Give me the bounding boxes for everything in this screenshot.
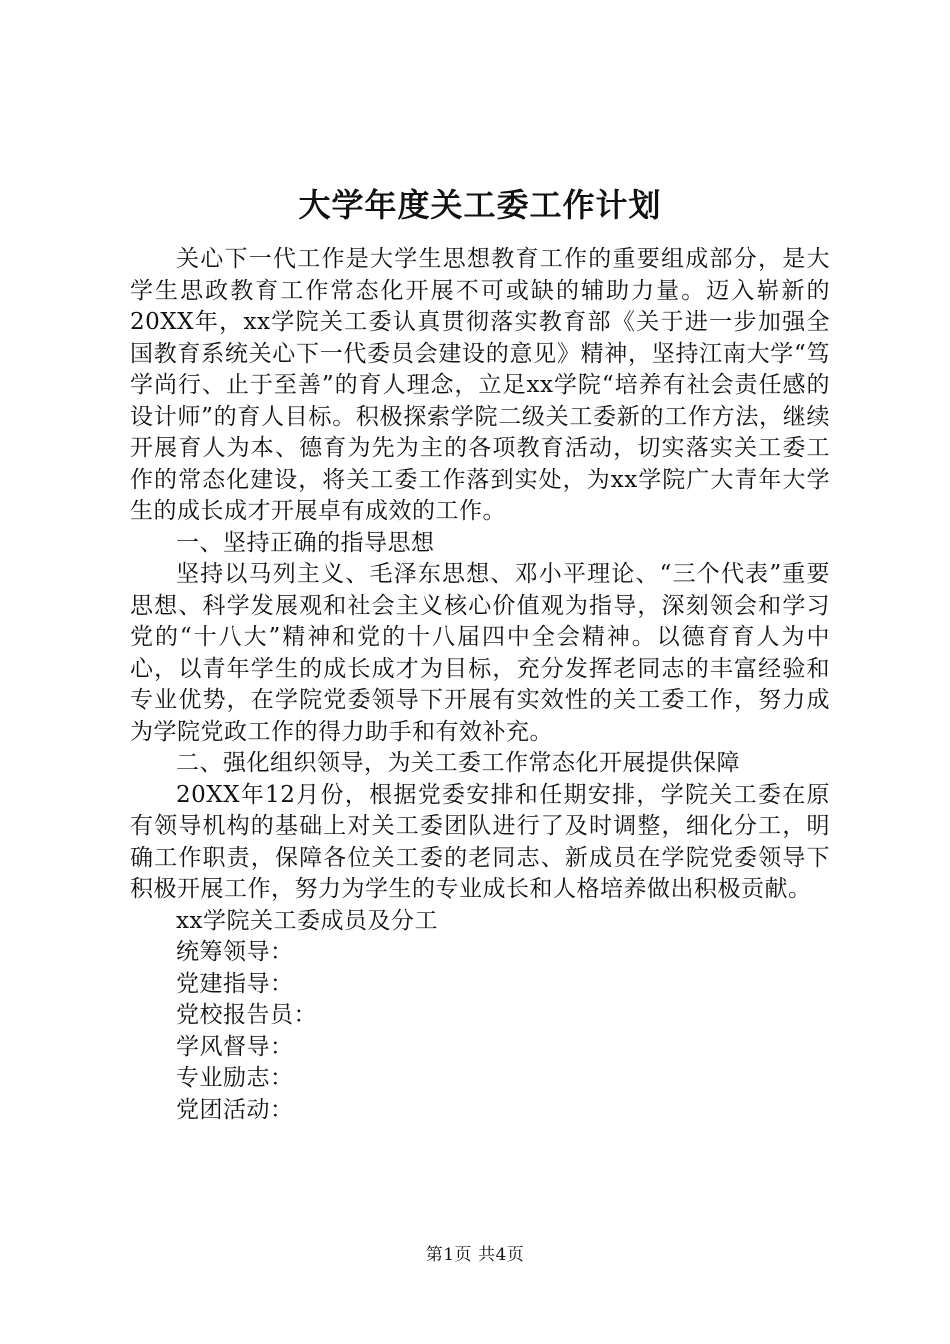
document-page (130, 180, 830, 1126)
list-item: 统筹领导： (176, 939, 294, 965)
section-1-paragraph: 坚持以马列主义、毛泽东思想、邓小平理论、“三个代表”重要思想、科学发展观和社会主义核心价值观为指导，深刻领会和学习党的“十八大”精神和党的十八届四中全会精神。以德育育人为中心，以青年学生的成长成才为目标，充分发挥老同志的丰富经验和专业优势，在学院党委领导下开展有实效性的关工委工作，努力成为学院党政工作的得力助手和有效补充。 (130, 561, 830, 745)
section-heading-1: 一、坚持正确的指导思想 (176, 529, 435, 556)
member-list-heading: xx学院关工委成员及分工 (176, 907, 438, 934)
document-title: 大学年度关工委工作计划 (298, 186, 662, 224)
section-heading-2: 二、强化组织领导，为关工委工作常态化开展提供保障 (176, 750, 740, 776)
intro-paragraph: 关心下一代工作是大学生思想教育工作的重要组成部分，是大学生思政教育工作常态化开展不可或缺的辅助力量。迈入崭新的20XX年，xx学院关工委认真贯彻落实教育部《关于进一步加强全国教育系统关心下一代委员会建设的意见》精神，坚持江南大学“笃学尚行、止于至善”的育人理念，立足xx学院“培养有社会责任感的设计师”的育人目标。积极探索学院二级关工委新的工作方法，继续开展育人为本、德育为先为主的各项教育活动，切实落实关工委工作的常态化建设，将关工委工作落到实处，为xx学院广大青年大学生的成长成才开展卓有成效的工作。 (130, 246, 830, 524)
list-item: 党校报告员： (176, 1002, 317, 1028)
document-body (130, 244, 830, 906)
member-list (130, 937, 830, 1126)
list-item: 专业励志： (176, 1065, 294, 1091)
list-item: 学风督导： (176, 1033, 294, 1060)
page-number-footer: 第1页 共4页 (425, 1245, 525, 1265)
section-2-paragraph: 20XX年12月份，根据党委安排和任期安排，学院关工委在原有领导机构的基础上对关工委团队进行了及时调整，细化分工，明确工作职责，保障各位关工委的老同志、新成员在学院党委领导下积极开展工作，努力为学生的专业成长和人格培养做出积极贡献。 (130, 781, 830, 902)
list-item: 党建指导： (176, 970, 294, 997)
list-item: 党团活动： (176, 1096, 294, 1123)
